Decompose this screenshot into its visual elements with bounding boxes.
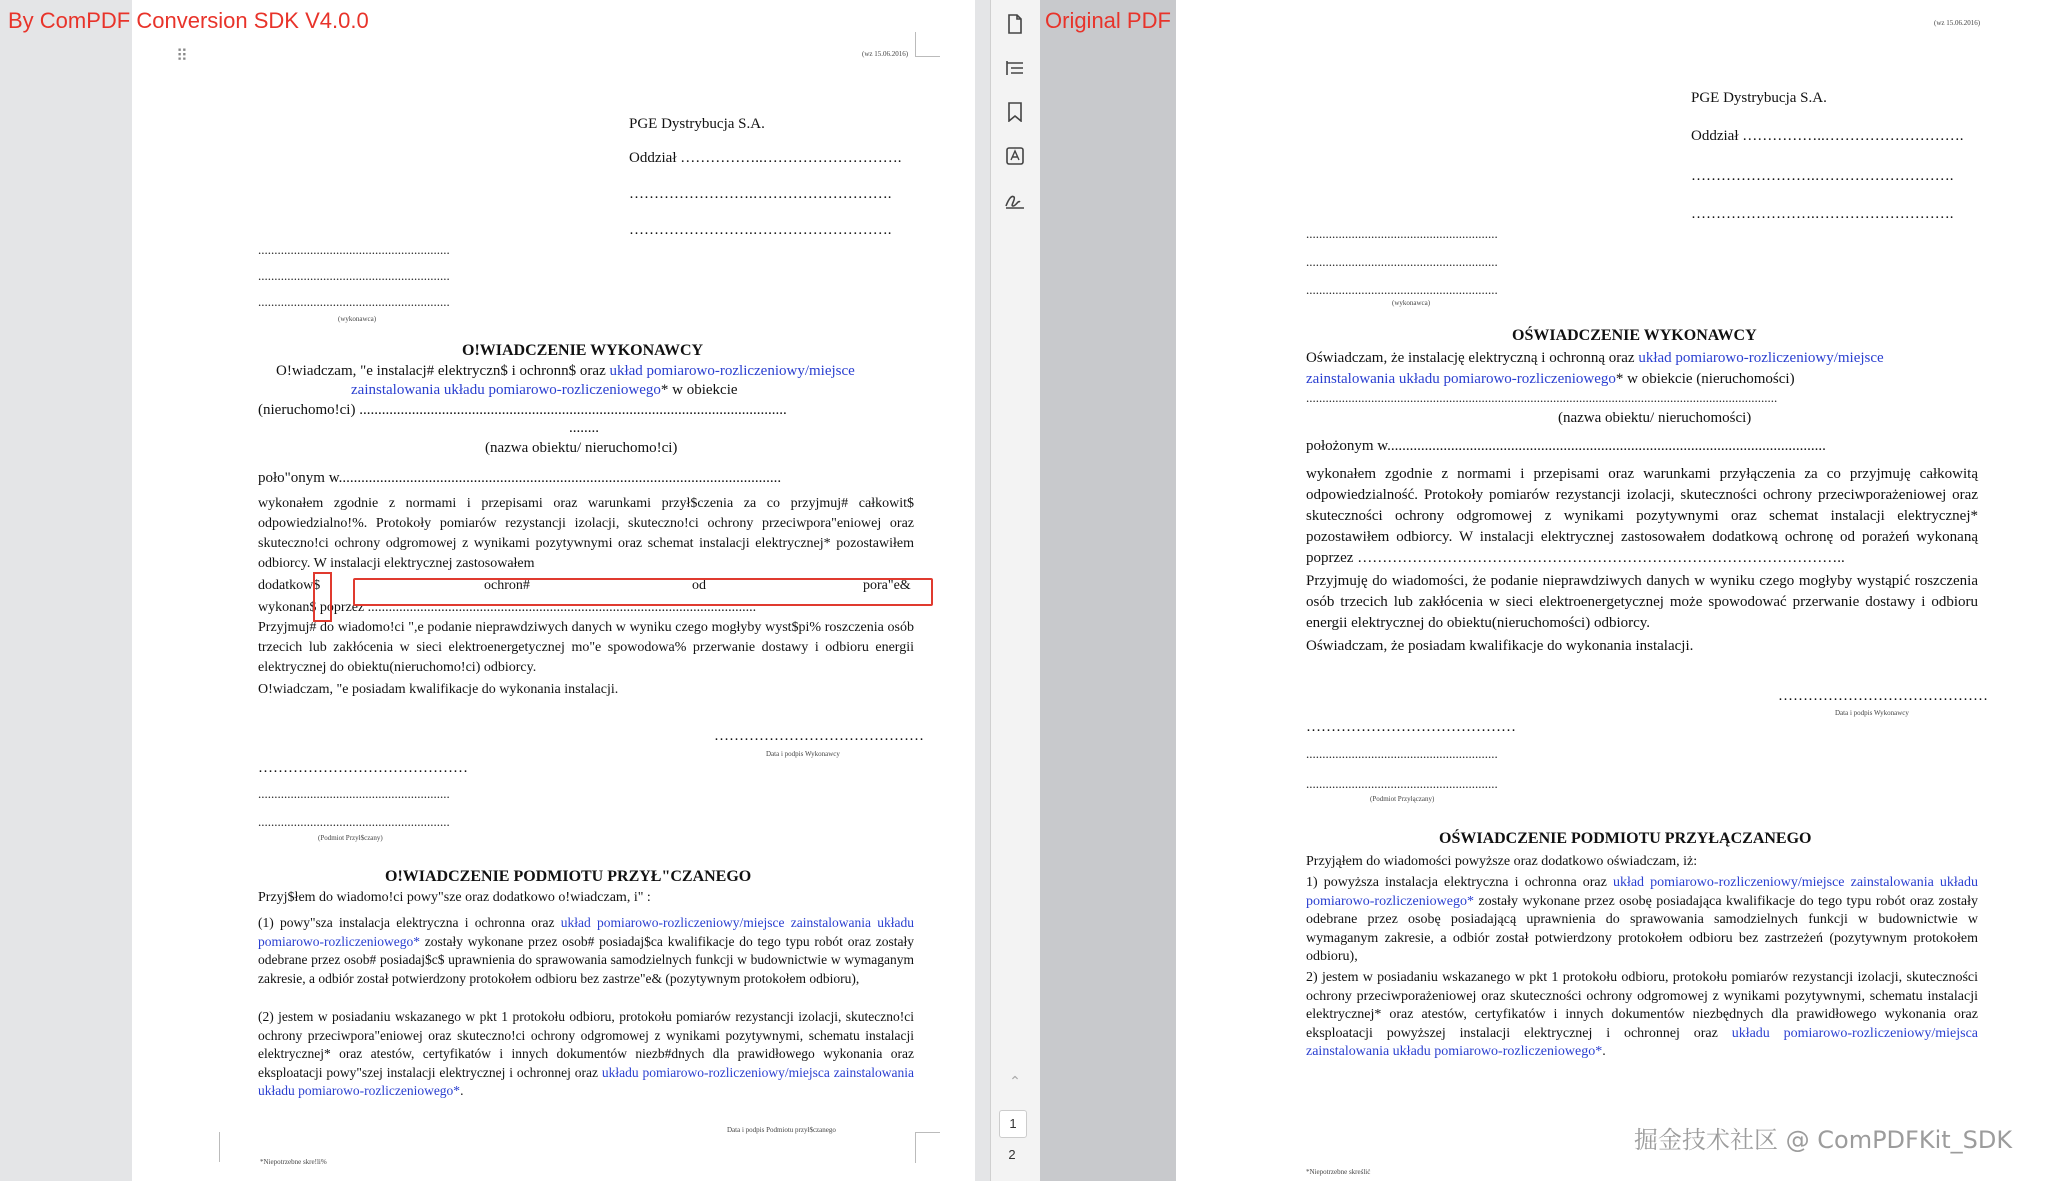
signature-caption: Data i podpis Wykonawcy [766,750,840,758]
date-stamp: (wz 15.06.2016) [1934,19,1981,27]
crop-mark [915,32,940,57]
contractor-line: ........................................................... [258,242,450,257]
location-line: poło"onym w...................................................................................................................... [258,470,782,486]
crop-mark [195,1132,220,1162]
drag-handle-icon[interactable]: ⠿ [176,46,188,65]
contractor-line: ........................................................... [1306,776,1498,791]
paragraph: 1) powyższa instalacja elektryczna i ochronna oraz układ pomiarowo-rozliczeniowy/miejsce zainstalowania układu pomiarowo-rozliczeniowego* zostały wykonane przez osobę posiadająca kwalifikacje do tego typu robót oraz zostały odebrane przez osobę posiadającą uprawnienia do sprawowania samodzielnych funkcji w budownictwie w wymaganym zakresie, a odbiór został potwierdzony protokołem odbioru bez zastrzeżeń (pozytywnym protokołem odbioru), [1306,875,1978,964]
connected-entity-caption: (Podmiot Przyłączany) [1370,795,1435,803]
contractor-line: ........................................................... [258,814,450,829]
contractor-line: ........................................................... [1306,254,1498,269]
signature-line: …………………………………… [714,728,924,744]
company-name: PGE Dystrybucja S.A. [629,116,765,132]
address-line: …………………….………………………. [1691,168,1954,184]
paragraph: O!wiadczam, "e posiadam kwalifikacje do wykonania instalacji. [258,682,619,697]
right-pane-label: Original PDF [1045,8,1171,33]
contractor-line: ........................................................... [1306,226,1498,241]
statement-line: Oświadczam, że instalację elektryczną i ochronną oraz układ pomiarowo-rozliczeniowy/miejsce [1306,350,1884,366]
connected-entity-caption: (Podmiot Przył$czany) [318,834,383,842]
paragraph-line: wykonan$ poprzez ............................................................................................................... [258,600,757,615]
address-line: …………………….………………………. [1691,206,1954,222]
paragraph-word: ochron# [484,578,530,593]
contractor-line: …………………………………… [258,760,468,776]
paragraph: Przyj$łem do wiadomo!ci powy"sze oraz dodatkowo o!wiadczam, i" : [258,890,651,905]
contractor-caption: (wykonawca) [338,315,377,323]
highlight-box [353,578,933,606]
property-caption: (nazwa obiektu/ nieruchomo!ci) [485,440,678,456]
paragraph: (2) jestem w posiadaniu wskazanego w pkt 1 protokołu odbioru, protokołu pomiarów rezystancji izolacji, skuteczno!ci ochrony przeciwpora"eniowej oraz skuteczno!ci ochrony odgromowej z wynikami pozytywnymi, schematu instalacji elektrycznej* oraz atestów, certyfikatów i innych dokumentów niezb#dnych dla prawidłowego wykonania oraz eksploatacji powy"szej instalacji elektrycznej i ochronnej oraz układu pomiarowo-rozliczeniowy/miejsca zainstalowania układu pomiarowo-rozliczeniowego*. [258,1009,915,1098]
property-caption: (nazwa obiektu/ nieruchomości) [1558,410,1752,426]
text-annotation-icon[interactable] [1003,144,1027,168]
branch-line: Oddział ……………..………………………. [629,150,902,166]
outline-icon[interactable] [1003,56,1027,80]
viewer-sidebar [990,0,1041,1181]
contractor-caption: (wykonawca) [1392,299,1431,307]
company-name: PGE Dystrybucja S.A. [1691,90,1827,106]
signature-icon[interactable] [1003,188,1027,212]
paragraph: Przyjmuję do wiadomości, że podanie nieprawdziwych danych w wyniku czego mogłyby wystąpić roszczenia osób trzecich lub zakłócenia w sieci elektroenergetycznej może spowodować przerwanie dostawy i odbioru energii elektrycznej do obiektu(nieruchomości) odbiorcy. [1306,573,1978,631]
original-document-pane [1040,0,1176,1181]
heading-connected-entity: OŚWIADCZENIE PODMIOTU PRZYŁĄCZANEGO [1439,830,1812,847]
date-stamp: (wz 15.06.2016) [862,50,909,58]
contractor-line: ........................................................... [258,786,450,801]
paragraph: Przyjąłem do wiadomości powyższe oraz dodatkowo oświadczam, iż: [1306,854,1698,869]
statement-line: zainstalowania układu pomiarowo-rozliczeniowego* w obiekcie [351,382,738,398]
heading-connected-entity: O!WIADCZENIE PODMIOTU PRZYŁ"CZANEGO [385,868,752,885]
paragraph: wykonałem zgodnie z normami i przepisami oraz warunkami przyłączenia za co przyjmuję całkowitą odpowiedzialność. Protokoły pomiarów rezystancji izolacji, skuteczności ochrony przeciwporażeniowej oraz skuteczności ochrony odgromowej z wynikami pozytywnymi oraz schemat instalacji elektrycznej* pozostawiłem odbiorcy. W instalacji elektrycznej zastosowałem dodatkową ochronę od porażeń wykonaną poprzez …………………………………………………………………………………….. [1306,466,1978,566]
contractor-line: ........................................................... [1306,282,1498,297]
signature-line: …………………………………… [1778,688,1988,704]
paragraph: wykonałem zgodnie z normami i przepisami oraz warunkami przył$czenia za co przyjmuj# całkowit$ odpowiedzialno!%. Protokoły pomiarów rezystancji izolacji, skuteczno!ci ochrony przeciwpora"eniowej oraz skuteczno!ci ochrony odgromowej z wynikami pozytywnymi oraz schemat instalacji elektrycznej* pozostawiłem odbiorcy. W instalacji elektrycznej zastosowałem [258,496,914,571]
property-line: ................................................................................................................................................. [1306,390,1778,405]
contractor-line: ........................................................... [1306,746,1498,761]
paragraph: 2) jestem w posiadaniu wskazanego w pkt 1 protokołu odbioru, protokołu pomiarów rezystancji izolacji, skuteczności ochrony przeciwporażeniowej oraz skuteczności ochrony odgromowej z wynikami pozytywnymi, schematu instalacji elektrycznej* oraz atestów, certyfikatów i innych dokumentów niezbędnych dla prawidłowego wykonania oraz eksploatacji powyższej instalacji elektrycznej i ochronnej oraz układu pomiarowo-rozliczeniowy/miejsca zainstalowania układu pomiarowo-rozliczeniowego*. [1306,970,1978,1059]
footnote: *Niepotrzebne skreślić [1306,1168,1371,1176]
bookmark-icon[interactable] [1003,100,1027,124]
statement-line: zainstalowania układu pomiarowo-rozliczeniowego* w obiekcie (nieruchomości) [1306,371,1795,387]
page-thumbnail-icon[interactable] [1003,12,1027,36]
statement-line: O!wiadczam, "e instalacj# elektryczn$ i ochronn$ oraz układ pomiarowo-rozliczeniowy/miejsce [276,363,855,379]
paragraph: Przyjmuj# do wiadomo!ci ",e podanie nieprawdziwych danych w wyniku czego mogłyby wyst$pi% roszczenia osób trzecich lub zakłócenia w sieci elektroenergetycznej mo"e spowodowa% przerwanie dostawy i odbioru energii elektrycznej do obiektu(nieruchomo!ci) odbiorcy. [258,620,914,675]
paragraph-word: pora"e& [863,578,911,593]
signature-caption: Data i podpis Podmiotu przył$czanego [727,1126,836,1134]
address-line: …………………….………………………. [629,186,892,202]
heading-contractor-statement: OŚWIADCZENIE WYKONAWCY [1512,327,1757,344]
page-thumb-1[interactable]: 1 [999,1110,1027,1138]
heading-contractor-statement: O!WIADCZENIE WYKONAWCY [462,342,704,359]
contractor-line: ........................................................... [258,268,450,283]
paragraph: (1) powy"sza instalacja elektryczna i ochronna oraz układ pomiarowo-rozliczeniowy/miejsce zainstalowania układu pomiarowo-rozliczeniowego* zostały wykonane przez osob# posiadaj$ca kwalifikacje do tego typu robót oraz zostały odebrane przez osob# posiadaj$c$ uprawnienia do sprawowania samodzielnych funkcji w budownictwie w wymaganym zakresie, a odbiór został potwierdzony protokołem odbioru bez zastrze"e& (pozytywnym protokołem odbioru), [258,915,914,986]
page-thumb-2[interactable]: 2 [1008,1147,1016,1162]
watermark: 掘金技术社区 @ ComPDFKit_SDK [1634,1126,2013,1154]
property-line: (nieruchomo!ci) .................................................................................................................. [258,402,787,418]
signature-caption: Data i podpis Wykonawcy [1835,709,1909,717]
paragraph-line: dodatkow$ [258,578,321,593]
highlight-box [313,572,332,622]
left-pane-label: By ComPDF Conversion SDK V4.0.0 [8,8,369,33]
contractor-line: ........................................................... [258,294,450,309]
paragraph: Oświadczam, że posiadam kwalifikacje do wykonania instalacji. [1306,638,1694,654]
crop-mark [915,1132,940,1163]
dots-line: ........ [569,420,599,436]
location-line: położonym w..................................................................................................................... [1306,438,1826,454]
scroll-up-icon[interactable]: ⌃ [1009,1074,1021,1090]
footnote: *Niepotrzebne skre!li% [260,1158,327,1166]
address-line: …………………….………………………. [629,222,892,238]
branch-line: Oddział ……………..………………………. [1691,128,1964,144]
contractor-line: …………………………………… [1306,719,1516,735]
paragraph-word: od [692,578,706,593]
